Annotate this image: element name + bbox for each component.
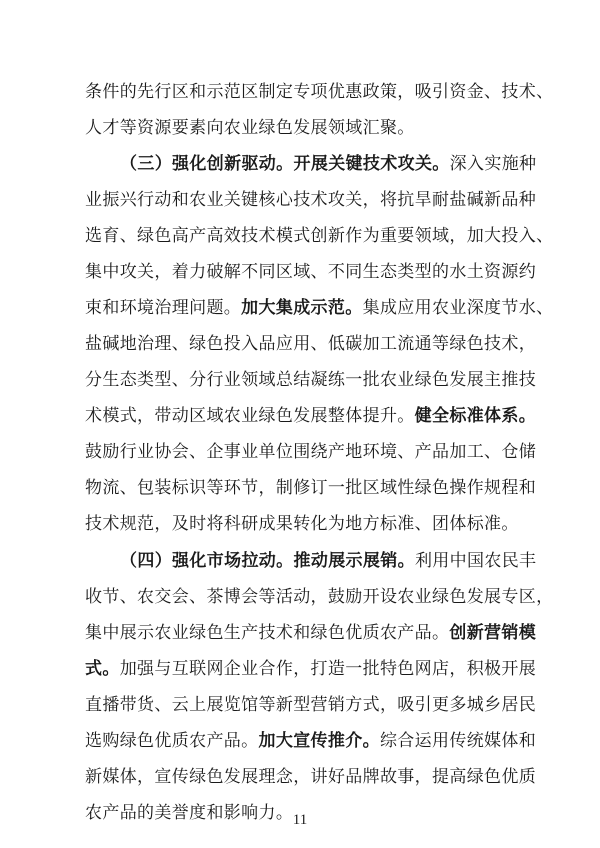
- bold-heading-text: （三）强化创新驱动。开展关键技术攻关。: [120, 154, 450, 174]
- text-line: [85, 406, 536, 426]
- bold-heading-text: （四）强化市场拉动。推动展示展销。: [120, 551, 415, 571]
- text-line: [85, 118, 415, 138]
- body-text: 新媒体，宣传绿色发展理念，讲好品牌故事，提高绿色优质: [85, 767, 537, 787]
- body-text: 利用中国农民丰: [414, 551, 537, 571]
- body-text: 加强与互联网企业合作，打造一批特色网店，积极开展: [119, 659, 537, 679]
- text-line: [85, 442, 536, 462]
- body-text: 直播带货、云上展览馆等新型营销方式，吸引更多城乡居民: [85, 695, 537, 715]
- bold-heading-text: 加大集成示范。: [241, 298, 363, 318]
- text-line: [85, 226, 553, 246]
- body-text: 业振兴行动和农业关键核心技术攻关，将抗旱耐盐碱新品种: [85, 190, 537, 210]
- text-line: [85, 478, 536, 498]
- text-line: [85, 514, 519, 534]
- text-line: [85, 767, 536, 787]
- body-text: 选育、绿色高产高效技术模式创新作为重要领域，加大投入、: [85, 226, 554, 246]
- text-line: [120, 154, 536, 174]
- page-number: 11: [292, 812, 308, 828]
- body-text: 术模式，带动区域农业绿色发展整体提升。: [85, 406, 415, 426]
- body-text: 分生态类型、分行业领域总结凝练一批农业绿色发展主推技: [85, 370, 537, 390]
- body-text: 物流、包装标识等环节，制修订一批区域性绿色操作规程和: [85, 478, 537, 498]
- text-line: [85, 695, 536, 715]
- body-text: 鼓励行业协会、企事业单位围绕产地环境、产品加工、仓储: [85, 442, 537, 462]
- body-text: 集成应用农业深度节水、: [362, 298, 554, 318]
- body-text: 条件的先行区和示范区制定专项优惠政策，吸引资金、技术、: [85, 82, 554, 102]
- body-text: 集中展示农业绿色生产技术和绿色优质农产品。: [85, 623, 450, 643]
- body-text: 深入实施种: [449, 154, 537, 174]
- body-text: 技术规范，及时将科研成果转化为地方标准、团体标准。: [85, 514, 519, 534]
- text-line: [85, 731, 536, 751]
- bold-heading-text: 健全标准体系。: [414, 406, 537, 426]
- text-line: [85, 334, 536, 354]
- bold-heading-text: 式。: [85, 659, 120, 679]
- body-text: 盐碱地治理、绿色投入品应用、低碳加工流通等绿色技术，: [85, 334, 537, 354]
- text-line: [85, 82, 553, 102]
- text-line: [85, 262, 536, 282]
- bold-heading-text: 创新营销模: [449, 623, 537, 643]
- text-line: [85, 298, 553, 318]
- text-line: [85, 587, 553, 607]
- text-line: [85, 623, 536, 643]
- body-text: 集中攻关，着力破解不同区域、不同生态类型的水土资源约: [85, 262, 537, 282]
- text-line: [85, 190, 536, 210]
- body-text: 束和环境治理问题。: [85, 298, 242, 318]
- text-line: [120, 551, 536, 571]
- body-text: 人才等资源要素向农业绿色发展领域汇聚。: [85, 118, 415, 138]
- body-text: 收节、农交会、茶博会等活动，鼓励开设农业绿色发展专区，: [85, 587, 554, 607]
- bold-heading-text: 加大宣传推介。: [258, 731, 380, 751]
- body-text: 综合运用传统媒体和: [379, 731, 537, 751]
- body-text: 农产品的美誉度和影响力。: [85, 803, 294, 823]
- body-text: 选购绿色优质农产品。: [85, 731, 259, 751]
- text-line: [85, 370, 536, 390]
- text-line: [85, 659, 536, 679]
